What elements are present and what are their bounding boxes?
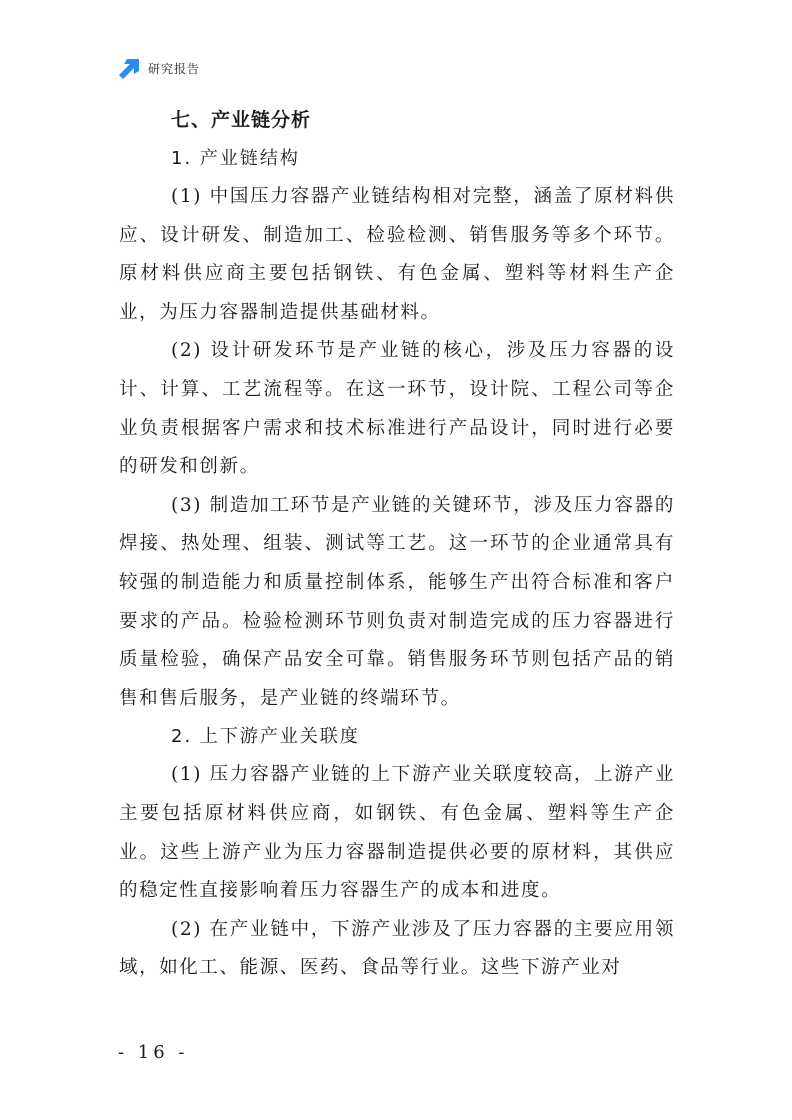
page-number: - 16 - (118, 1042, 189, 1063)
document-body (119, 100, 675, 988)
arrow-up-right-icon (118, 57, 140, 79)
paragraph: (2) 在产业链中，下游产业涉及了压力容器的主要应用领域，如化工、能源、医药、食品等行业。这些下游产业对 (119, 918, 675, 979)
section-title: 七、产业链分析 (171, 109, 312, 131)
subsection-title: 1. 产业链结构 (171, 148, 300, 169)
report-header (118, 56, 200, 80)
header-label: 研究报告 (148, 61, 201, 76)
paragraph: (1) 中国压力容器产业链结构相对完整，涵盖了原材料供应、设计研发、制造加工、检验检测、销售服务等多个环节。原材料供应商主要包括钢铁、有色金属、塑料等材料生产企业，为压力容器制造提供基础材料。 (119, 186, 675, 323)
paragraph: (3) 制造加工环节是产业链的关键环节，涉及压力容器的焊接、热处理、组装、测试等工艺。这一环节的企业通常具有较强的制造能力和质量控制体系，能够生产出符合标准和客户要求的产品。检验检测环节则负责对制造完成的压力容器进行质量检验，确保产品安全可靠。销售服务环节则包括产品的销售和售后服务，是产业链的终端环节。 (119, 494, 675, 709)
paragraph: (2) 设计研发环节是产业链的核心，涉及压力容器的设计、计算、工艺流程等。在这一环节，设计院、工程公司等企业负责根据客户需求和技术标准进行产品设计，同时进行必要的研发和创新。 (119, 340, 675, 478)
subsection-title: 2. 上下游产业关联度 (171, 726, 360, 748)
paragraph: (1) 压力容器产业链的上下游产业关联度较高，上游产业主要包括原材料供应商，如钢铁、有色金属、塑料等生产企业。这些上游产业为压力容器制造提供必要的原材料，其供应的稳定性直接影响着压力容器生产的成本和进度。 (119, 764, 675, 902)
